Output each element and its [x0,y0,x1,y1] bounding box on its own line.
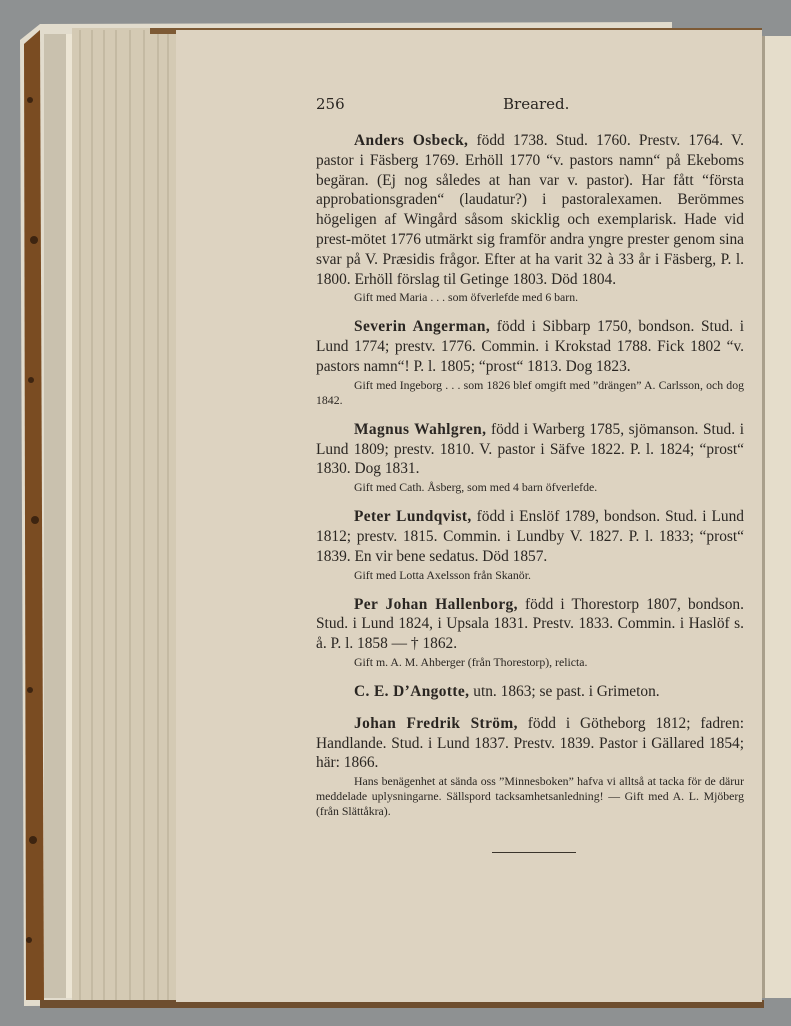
running-head: Breared. [503,95,570,113]
entry-bio [316,595,744,654]
entry-name: Johan Fredrik Ström, [354,714,518,732]
entry-bio [316,317,744,376]
entry-name: Per Johan Hallenborg, [354,595,518,613]
entry-strom [316,714,744,819]
entry-note: Gift med Maria . . . som öfverlefde med 6 barn. [354,290,579,305]
entry-bio [316,420,744,479]
entry-lundqvist [316,507,744,582]
entry-text: utn. 1863; se past. i Grimeton. [473,682,660,700]
entry-note: Gift med Cath. Åsberg, som med 4 barn öfverlefde. [354,480,598,495]
entry-name: Peter Lundqvist, [354,508,472,526]
entry-osbeck [316,131,744,305]
page-header [316,95,744,119]
entry-wahlgren [316,420,744,495]
entry-name: C. E. D’Angotte, [354,682,470,700]
entry-note: Hans benägenhet at sända oss ”Minnesboken” hafva vi alltså at tacka för de därur meddelade uplysningarne. Sällspord tacksamhetsanledning! — Gift med A. L. Mjöberg (från Slättåkra). [316,774,744,819]
entry-bio [316,714,744,773]
entry-name: Magnus Wahlgren, [354,420,487,438]
entry-hallenborg [316,595,744,670]
entry-name: Severin Angerman, [354,318,491,336]
entry-dangotte [316,682,744,702]
entry-text: född i Thorestorp 1807, bondson. Stud. i Lund 1824, i Upsala 1831. Prestv. 1833. Commin. i Haslöf s. å. P. l. 1858 — † 1862. [316,595,744,653]
entry-bio [316,507,744,566]
entry-note: Gift m. A. M. Ahberger (från Thorestorp), relicta. [354,654,588,669]
entry-text: född i Götheborg 1812; fadren: Handlande. Stud. i Lund 1837. Prestv. 1839. Pastor i Gällared 1854; här: 1866. [316,714,744,772]
page-text [316,95,744,819]
entry-angerman [316,317,744,407]
end-rule [492,852,576,853]
entry-bio [316,131,744,289]
entry-note: Gift med Lotta Axelsson från Skanör. [354,567,531,582]
entry-name: Anders Osbeck, [354,132,469,149]
entry-text: född i Warberg 1785, sjömanson. Stud. i Lund 1809; prestv. 1810. V. pastor i Säfve 1822. P. l. 1824; “prost“ 1830. Dog 1831. [316,420,744,478]
entry-note: Gift med Ingeborg . . . som 1826 blef omgift med ”drängen” A. Carlsson, och dog 1842. [316,377,744,407]
entry-text: född i Enslöf 1789, bondson. Stud. i Lund 1812; prestv. 1815. Commin. i Lundby V. 1827. P. l. 1833; “prost“ 1839. En vir bene sedatus. Död 1857. [316,508,744,565]
entry-text: född 1738. Stud. 1760. Prestv. 1764. V. pastor i Fäsberg 1769. Erhöll 1770 “v. pastors namn“ på Ekeboms begäran. (Ej nog således at han var v. pastor). Har fått “första approbationsgraden“ (laudatur?) i pastoralexamen. Berömmes högeligen af Wingård såsom skicklig och exemplarisk. Hade vid prest-mötet 1776 utmärkt sig framför andra yngre prester genom sina svar på V. Præsidis frågor. Efter at ha varit 32 à 33 år i Fäsberg, P. l. 1800. Erhöll förslag til Getinge 1803. Död 1804. [316,132,744,288]
page-number: 256 [316,95,345,113]
entry-text: född i Sibbarp 1750, bondson. Stud. i Lund 1774; prestv. 1776. Commin. i Krokstad 1788. Fick 1802 “v. pastors namn“! P. l. 1805; “prost“ 1813. Dog 1823. [316,318,744,375]
entry-bio [316,682,744,702]
